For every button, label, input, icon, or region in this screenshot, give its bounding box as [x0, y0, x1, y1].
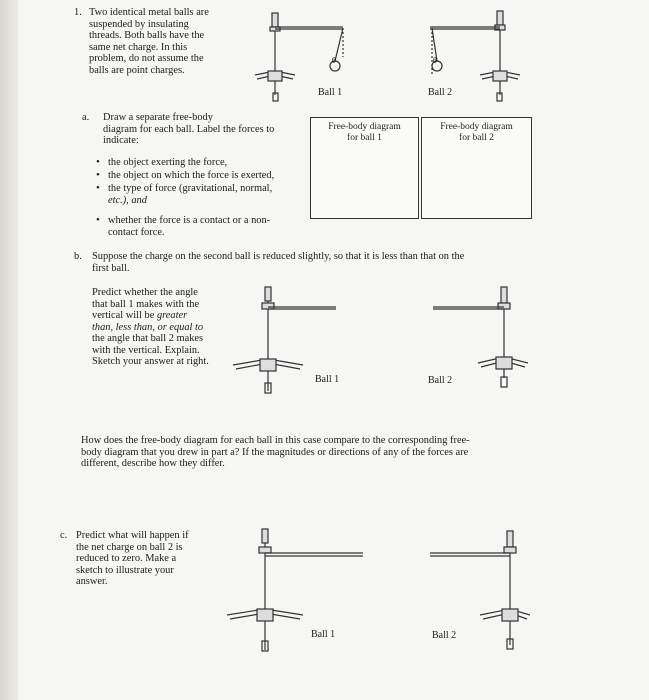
bullet-text: • the type of force (gravitational, normal, [108, 183, 273, 194]
fbd-box-ball2[interactable] [421, 117, 532, 219]
fig1-ball2-label: Ball 2 [428, 87, 453, 98]
part-a-line: diagram for each ball. Label the forces to [103, 123, 275, 135]
compare-line: different, describe how they differ. [81, 458, 225, 469]
part-b-text [92, 251, 464, 274]
part-c-line: sketch to illustrate your [76, 564, 174, 576]
predict-line [92, 310, 209, 322]
page-shadow [0, 0, 18, 700]
part-b-line: first ball. [92, 262, 130, 274]
part-a-text [103, 112, 274, 147]
stands-figure-1 [235, 5, 535, 110]
part-a-line: indicate: [103, 135, 139, 146]
part-c-line: Predict what will happen if [76, 530, 189, 541]
fbd1-title: for ball 1 [347, 132, 382, 143]
fig1-ball1-label: Ball 1 [318, 87, 343, 98]
predict-line: the angle that ball 2 makes [92, 333, 204, 344]
figc-ball2-label: Ball 2 [432, 630, 457, 641]
bullet-text: etc.), and [108, 194, 147, 206]
predict-line: than, less than, or equal to [92, 321, 204, 333]
predict-line: with the vertical. Explain. [92, 344, 200, 356]
compare-line: How does the free-body diagram for each ball in this case compare to the corresponding free- [81, 435, 470, 446]
part-a-letter: a. [82, 112, 90, 123]
part-c-line: reduced to zero. Make a [76, 553, 177, 564]
predict-line: Predict whether the angle [92, 287, 198, 298]
part-b-line: Suppose the charge on the second ball is reduced slightly, so that it is less than that on the [92, 251, 465, 262]
part-c-letter: c. [60, 530, 68, 541]
intro-line: balls are point charges. [89, 64, 185, 76]
part-c-line: answer. [76, 576, 108, 587]
bullet-item [108, 215, 270, 238]
bullet-item [108, 157, 227, 169]
predict-line: that ball 1 makes with the [92, 298, 200, 310]
fbd2-title: Free-body diagram [440, 122, 513, 132]
stands-figure-b [228, 283, 528, 398]
predict-text: vertical will be [92, 310, 155, 321]
angle1-label: θ [332, 56, 336, 65]
part-b-letter: b. [74, 251, 82, 262]
predict-line: Sketch your answer at right. [92, 356, 209, 367]
fbd-box-ball1[interactable] [310, 117, 419, 219]
bullet-text: contact force. [108, 226, 165, 238]
bullet-text: the object on which the force is exerted, [108, 170, 275, 181]
part-a-line: Draw a separate free-body [103, 112, 213, 123]
intro-line: same net charge. In this [89, 41, 188, 53]
intro-line: problem, do not assume the [89, 53, 204, 64]
bullet-item [108, 183, 272, 206]
problem-intro [89, 7, 209, 76]
intro-line: suspended by insulating [89, 18, 189, 30]
part-b-compare [81, 435, 470, 470]
figb-ball2-label: Ball 2 [428, 375, 453, 386]
predict-italic: greater [156, 310, 188, 321]
angle2-label: θ [433, 56, 437, 65]
part-c-text [76, 530, 189, 588]
fbd1-title: Free-body diagram [328, 122, 401, 132]
figb-ball1-label: Ball 1 [315, 374, 340, 385]
stands-figure-c [225, 525, 530, 655]
intro-line: Two identical metal balls are [89, 7, 209, 18]
problem-number: 1. [74, 7, 82, 18]
figc-ball1-label: Ball 1 [311, 629, 336, 640]
part-c-line: the net charge on ball 2 is [76, 541, 183, 553]
compare-line: body diagram that you drew in part a? If the magnitudes or directions of any of the forces are [81, 446, 469, 458]
bullet-text: • whether the force is a contact or a non- [108, 215, 271, 226]
bullet-text: the object exerting the force, [108, 157, 228, 168]
fbd2-title: for ball 2 [459, 132, 494, 143]
intro-line: threads. Both balls have the [89, 30, 205, 41]
bullet-item [108, 170, 274, 182]
part-b-predict [92, 287, 209, 368]
